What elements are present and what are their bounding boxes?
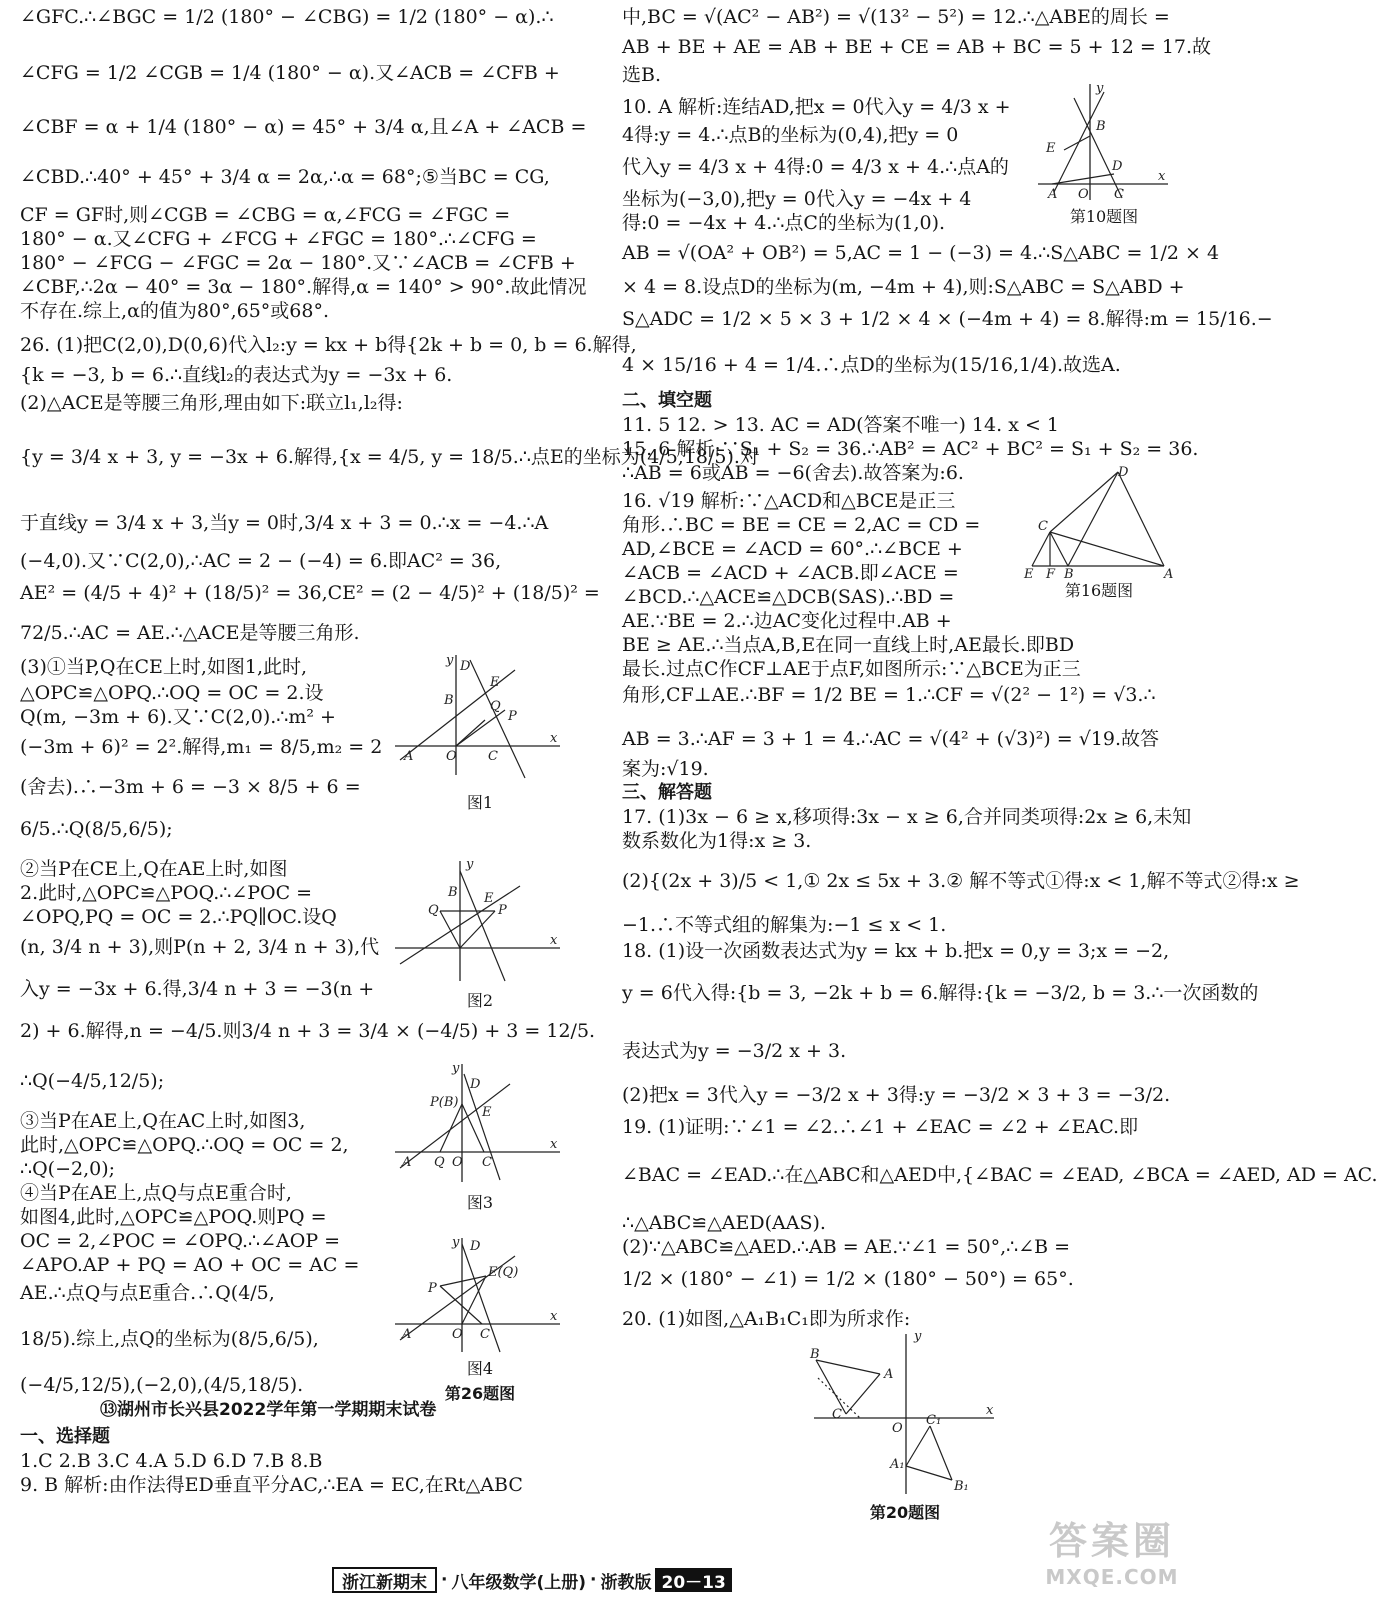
left-line: ②当P在CE上,Q在AE上时,如图 <box>20 858 288 880</box>
figure-label: x <box>550 933 558 948</box>
left-line: AE² = (4/5 + 4)² + (18/5)² = 36,CE² = (2 − 4/5)² + (18/5)² = <box>20 582 600 604</box>
left-line: (n, 3/4 n + 3),则P(n + 2, 3/4 n + 3),代 <box>20 936 380 958</box>
left-line: 72/5.∴AC = AE.∴△ACE是等腰三角形. <box>20 622 360 644</box>
left-line: ∠CBD.∴40° + 45° + 3/4 α = 2α,∴α = 68°;⑤当BC = CG, <box>20 166 550 188</box>
figure-label: B <box>810 1347 820 1362</box>
right-line: BE ≥ AE.∴当点A,B,E在同一直线上时,AE最长.即BD <box>622 634 1075 656</box>
figure-label: Q <box>428 903 439 918</box>
right-line: 16. √19 解析:∵△ACD和△BCE是正三 <box>622 490 956 512</box>
left-line: ∠APO.AP + PQ = AO + OC = AC = <box>20 1254 360 1276</box>
left-line: 2) + 6.解得,n = −4/5.则3/4 n + 3 = 3/4 × (−4/5) + 3 = 12/5. <box>20 1020 596 1042</box>
left-line: ③当P在AE上,Q在AC上时,如图3, <box>20 1110 306 1132</box>
right-line: S△ADC = 1/2 × 5 × 3 + 1/2 × 4 × (−4m + 4) = 8.解得:m = 15/16.− <box>622 308 1273 330</box>
right-line: AB + BE + AE = AB + BE + CE = AB + BC = 5 + 12 = 17.故 <box>622 36 1212 58</box>
figure-label: E <box>1024 567 1034 582</box>
left-line: 18/5).综上,点Q的坐标为(8/5,6/5), <box>20 1328 319 1350</box>
figure-label: y <box>914 1329 922 1344</box>
figure-20-svg <box>810 1330 1000 1500</box>
page-footer <box>332 1568 732 1592</box>
left-line: AE.∴点Q与点E重合.∴Q(4/5, <box>20 1282 275 1304</box>
figure-label: B₁ <box>954 1479 969 1494</box>
left-line: 26. (1)把C(2,0),D(0,6)代入l₂:y = kx + b得{2k + b = 0, b = 6.解得, <box>20 334 637 356</box>
figure-26-4-caption: 图4 <box>466 1359 494 1378</box>
figure-label: B <box>448 885 458 900</box>
footer-dot: · <box>590 1570 597 1590</box>
figure-label: x <box>550 1309 558 1324</box>
figure-16-svg <box>1024 465 1174 582</box>
figure-26-4 <box>390 1236 570 1404</box>
right-line: 角形,CF⊥AE.∴BF = 1/2 BE = 1.∴CF = √(2² − 1²) = √3.∴ <box>622 684 1156 706</box>
label: y <box>446 653 454 668</box>
right-line: 数系数化为1得:x ≥ 3. <box>622 830 812 852</box>
figure-label: O <box>892 1421 903 1436</box>
figure-26-1-caption: 图1 <box>466 793 494 812</box>
figure-10-caption: 第10题图 <box>1069 207 1139 226</box>
figure-26-caption: 第26题图 <box>444 1384 516 1403</box>
left-line: Q(m, −3m + 6).又∵C(2,0).∴m² + <box>20 706 336 728</box>
left-line: 于直线y = 3/4 x + 3,当y = 0时,3/4 x + 3 = 0.∴x = −4.∴A <box>20 512 549 534</box>
right-line: (2){(2x + 3)/5 < 1,① 2x ≤ 5x + 3.② 解不等式①得:x < 1,解不等式②得:x ≥ <box>622 870 1300 892</box>
figure-26-3 <box>390 1060 570 1213</box>
footer-dot: · <box>441 1570 448 1590</box>
figure-label: A <box>884 1367 894 1382</box>
left-line: ∠CBF = α + 1/4 (180° − α) = 45° + 3/4 α,且∠A + ∠ACB = <box>20 116 587 138</box>
mc-answers: 1.C 2.B 3.C 4.A 5.D 6.D 7.B 8.B <box>20 1450 323 1472</box>
left-line: 6/5.∴Q(8/5,6/5); <box>20 818 173 840</box>
left-line: (3)①当P,Q在CE上时,如图1,此时, <box>20 656 308 678</box>
figure-16-caption: 第16题图 <box>1064 581 1134 600</box>
figure-label: C <box>480 1327 490 1342</box>
figure-26-2-caption: 图2 <box>466 991 494 1010</box>
figure-label: P <box>428 1281 437 1296</box>
left-line: 入y = −3x + 6.得,3/4 n + 3 = −3(n + <box>20 978 375 1000</box>
right-line: 中,BC = √(AC² − AB²) = √(13² − 5²) = 12.∴△ABE的周长 = <box>622 6 1170 28</box>
right-line: 18. (1)设一次函数表达式为y = kx + b.把x = 0,y = 3;x = −2, <box>622 940 1170 962</box>
figure-label: A <box>402 1155 412 1170</box>
left-line: 2.此时,△OPC≌△POQ.∴∠POC = <box>20 882 313 904</box>
figure-label: C <box>488 749 498 764</box>
watermark-en: MXQE.COM <box>1045 1565 1179 1589</box>
right-line: 10. A 解析:连结AD,把x = 0代入y = 4/3 x + <box>622 96 1011 118</box>
right-line: AD,∠BCE = ∠ACD = 60°.∴∠BCE + <box>622 538 963 560</box>
left-line: ∴Q(−4/5,12/5); <box>20 1070 165 1092</box>
right-line: 19. (1)证明:∵∠1 = ∠2.∴∠1 + ∠EAC = ∠2 + ∠EAC.即 <box>622 1116 1139 1138</box>
right-line: × 4 = 8.设点D的坐标为(m, −4m + 4),则:S△ABC = S△ABD + <box>622 276 1185 298</box>
figure-label: C₁ <box>926 1413 942 1428</box>
figure-label: C <box>832 1407 842 1422</box>
figure-label: P(B) <box>430 1095 459 1110</box>
figure-label: E <box>490 675 500 690</box>
watermark-logo <box>1042 1510 1182 1592</box>
left-line: 如图4,此时,△OPC≌△POQ.则PQ = <box>20 1206 327 1228</box>
figure-label: D <box>470 1239 481 1254</box>
figure-26-1-svg <box>390 650 570 790</box>
left-line: ∠OPQ,PQ = OC = 2.∴PQ∥OC.设Q <box>20 906 337 928</box>
figure-label: A <box>404 749 414 764</box>
left-line: ∠CBF,∴2α − 40° = 3α − 180°.解得,α = 140° > 90°.故此情况 <box>20 276 587 298</box>
footer-edition: 浙教版 <box>600 1572 652 1593</box>
right-line: 4 × 15/16 + 4 = 1/4.∴点D的坐标为(15/16,1/4).故选A. <box>622 354 1121 376</box>
right-line: 表达式为y = −3/2 x + 3. <box>622 1040 847 1062</box>
figure-label: O <box>452 1155 463 1170</box>
figure-label: x <box>550 731 558 746</box>
right-line: −1.∴不等式组的解集为:−1 ≤ x < 1. <box>622 914 947 936</box>
right-line: ∠ACB = ∠ACD + ∠ACB.即∠ACE = <box>622 562 959 584</box>
figure-label: B <box>1064 567 1074 582</box>
left-line: ∴Q(−2,0); <box>20 1158 116 1180</box>
figure-label: E <box>484 891 494 906</box>
right-line: 二、填空题 <box>622 390 712 411</box>
right-line: ∴△ABC≌△AED(AAS). <box>622 1212 826 1234</box>
right-line: AB = 3.∴AF = 3 + 1 = 4.∴AC = √(4² + (√3)²) = √19.故答 <box>622 728 1160 750</box>
right-line: AE.∵BE = 2.∴边AC变化过程中.AB + <box>622 610 952 632</box>
figure-label: O <box>452 1327 463 1342</box>
figure-label: y <box>452 1061 460 1076</box>
figure-label: D <box>460 659 471 674</box>
figure-20-caption: 第20题图 <box>869 1503 941 1522</box>
figure-20 <box>810 1330 1000 1523</box>
left-line: 此时,△OPC≌△OPQ.∴OQ = OC = 2, <box>20 1134 349 1156</box>
figure-26-4-svg <box>390 1236 570 1356</box>
left-line: △OPC≌△OPQ.∴OQ = OC = 2.设 <box>20 682 324 704</box>
left-line: {y = 3/4 x + 3, y = −3x + 6.解得,{x = 4/5, y = 18/5.∴点E的坐标为(4/5,18/5).对 <box>20 446 759 468</box>
right-line: 选B. <box>622 64 662 86</box>
left-line: ④当P在AE上,点Q与点E重合时, <box>20 1182 292 1204</box>
figure-label: A₁ <box>890 1457 905 1472</box>
right-line: y = 6代入得:{b = 3, −2k + b = 6.解得:{k = −3/2, b = 3.∴一次函数的 <box>622 982 1259 1004</box>
left-line: ∠GFC.∴∠BGC = 1/2 (180° − ∠CBG) = 1/2 (180° − α).∴ <box>20 6 554 28</box>
exam-header: ⑬湖州市长兴县2022学年第一学期期末试卷 <box>100 1400 437 1420</box>
figure-label: C <box>1038 519 1048 534</box>
right-line: AB = √(OA² + OB²) = 5,AC = 1 − (−3) = 4.∴S△ABC = 1/2 × 4 <box>622 242 1220 264</box>
left-line: (舍去).∴−3m + 6 = −3 × 8/5 + 6 = <box>20 776 361 798</box>
figure-label: E(Q) <box>488 1265 519 1280</box>
figure-label: F <box>1046 567 1056 582</box>
left-line: (−4,0).又∵C(2,0),∴AC = 2 − (−4) = 6.即AC² = 36, <box>20 550 502 572</box>
right-line: 代入y = 4/3 x + 4得:0 = 4/3 x + 4.∴点A的 <box>622 156 1009 178</box>
figure-label: O <box>446 749 457 764</box>
right-line: 案为:√19. <box>622 758 709 780</box>
right-line: 坐标为(−3,0),把y = 0代入y = −4x + 4 <box>622 188 972 210</box>
left-line: (−3m + 6)² = 2².解得,m₁ = 8/5,m₂ = 2 <box>20 736 383 758</box>
left-line: 180° − α.又∠CFG + ∠FCG + ∠FGC = 180°.∴∠CFG = <box>20 228 537 250</box>
figure-label: B <box>1096 119 1106 134</box>
figure-label: A <box>1164 567 1174 582</box>
right-line: 17. (1)3x − 6 ≥ x,移项得:3x − x ≥ 6,合并同类项得:2x ≥ 6,未知 <box>622 806 1192 828</box>
left-line: OC = 2,∠POC = ∠OPQ.∴∠AOP = <box>20 1230 341 1252</box>
figure-label: y <box>1096 81 1104 96</box>
right-line: 20. (1)如图,△A₁B₁C₁即为所求作: <box>622 1308 911 1330</box>
footer-book: 浙江新期末 <box>332 1567 437 1593</box>
right-line: 1/2 × (180° − ∠1) = 1/2 × (180° − 50°) = 65°. <box>622 1268 1074 1290</box>
left-line: 不存在.综上,α的值为80°,65°或68°. <box>20 300 330 322</box>
right-line: ∠BAC = ∠EAD.∴在△ABC和△AED中,{∠BAC = ∠EAD, ∠BCA = ∠AED, AD = AC. <box>622 1164 1378 1186</box>
figure-10-svg <box>1034 80 1174 204</box>
right-line: 11. 5 12. > 13. AC = AD(答案不唯一) 14. x < 1 <box>622 414 1059 436</box>
figure-label: O <box>1078 187 1089 202</box>
figure-label: D <box>470 1077 481 1092</box>
left-line: (−4/5,12/5),(−2,0),(4/5,18/5). <box>20 1374 304 1396</box>
right-line: 4得:y = 4.∴点B的坐标为(0,4),把y = 0 <box>622 124 959 146</box>
right-line: 15. 6 解析:∵S₁ + S₂ = 36.∴AB² = AC² + BC² = S₁ + S₂ = 36. <box>622 438 1199 460</box>
figure-label: D <box>1112 159 1123 174</box>
left-line: 180° − ∠FCG − ∠FGC = 2α − 180°.又∵∠ACB = ∠CFB + <box>20 252 576 274</box>
figure-label: D <box>1118 465 1129 480</box>
right-line: 三、解答题 <box>622 782 712 803</box>
figure-label: x <box>1158 169 1166 184</box>
figure-26-2 <box>390 856 570 1011</box>
figure-label: y <box>452 1235 460 1250</box>
right-line: ∠BCD.∴△ACE≌△DCB(SAS).∴BD = <box>622 586 955 608</box>
figure-16 <box>1024 466 1174 601</box>
figure-label: B <box>444 693 454 708</box>
right-line: (2)把x = 3代入y = −3/2 x + 3得:y = −3/2 × 3 + 3 = −3/2. <box>622 1084 1171 1106</box>
figure-26-3-caption: 图3 <box>466 1193 494 1212</box>
figure-26-2-svg <box>390 856 570 988</box>
page-number: 20－13 <box>655 1568 731 1592</box>
left-line: (2)△ACE是等腰三角形,理由如下:联立l₁,l₂得: <box>20 392 403 414</box>
figure-label: x <box>986 1403 994 1418</box>
figure-label: x <box>550 1137 558 1152</box>
figure-label: A <box>402 1327 412 1342</box>
figure-label: A <box>1048 187 1058 202</box>
figure-label: C <box>1114 187 1124 202</box>
figure-26-3-svg <box>390 1060 570 1190</box>
right-line: (2)∵△ABC≌△AED.∴AB = AE.∵∠1 = 50°,∴∠B = <box>622 1236 1071 1258</box>
right-line: 角形.∴BC = BE = CE = 2,AC = CD = <box>622 514 981 536</box>
figure-label: y <box>466 857 474 872</box>
figure-label: Q <box>490 699 501 714</box>
right-line: ∴AB = 6或AB = −6(舍去).故答案为:6. <box>622 462 964 484</box>
figure-label: Q <box>434 1155 445 1170</box>
left-line: ∠CFG = 1/2 ∠CGB = 1/4 (180° − α).又∠ACB = ∠CFB + <box>20 62 560 84</box>
figure-label: P <box>508 709 517 724</box>
figure-label: E <box>1046 141 1056 156</box>
left-line: {k = −3, b = 6.∴直线l₂的表达式为y = −3x + 6. <box>20 364 453 386</box>
watermark-cn: 答案圈 <box>1048 1519 1175 1563</box>
footer-subject: 八年级数学(上册) <box>451 1572 587 1593</box>
figure-label: P <box>498 903 507 918</box>
q9-line: 9. B 解析:由作法得ED垂直平分AC,∴EA = EC,在Rt△ABC <box>20 1474 523 1496</box>
figure-26-1 <box>390 650 570 813</box>
right-line: 最长.过点C作CF⊥AE于点F,如图所示:∵△BCE为正三 <box>622 658 1081 680</box>
figure-label: C <box>482 1155 492 1170</box>
left-line: CF = GF时,则∠CGB = ∠CBG = α,∠FCG = ∠FGC = <box>20 204 511 226</box>
right-line: 得:0 = −4x + 4.∴点C的坐标为(1,0). <box>622 212 946 234</box>
figure-label: E <box>482 1105 492 1120</box>
figure-10 <box>1034 80 1174 227</box>
section-one-title: 一、选择题 <box>20 1426 110 1447</box>
